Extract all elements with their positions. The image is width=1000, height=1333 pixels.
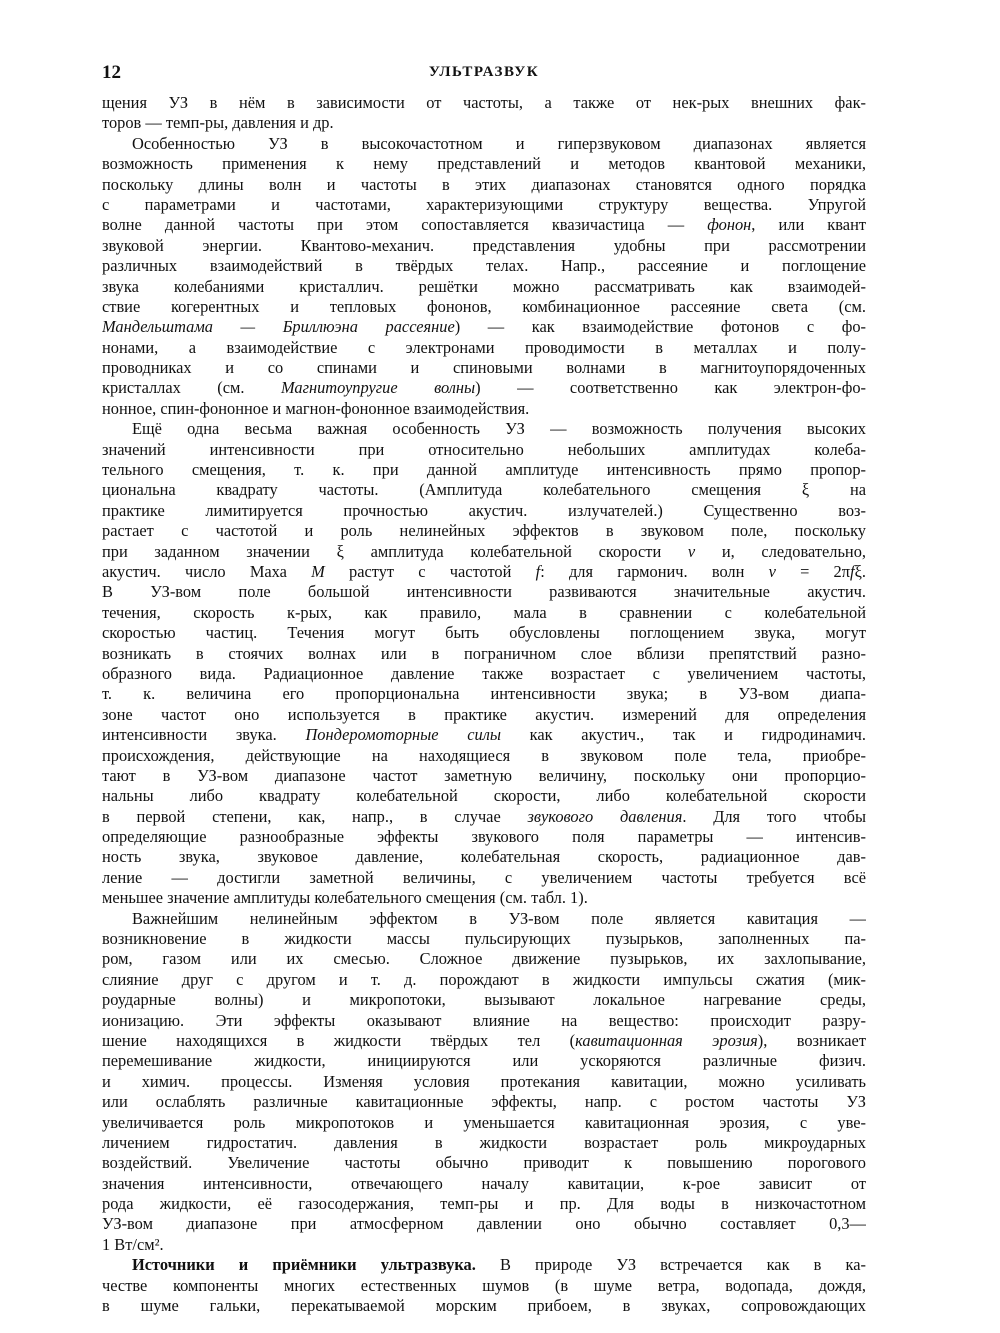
text-line bbox=[102, 746, 866, 766]
text-run: образного вида. Радиационное давление также возрастает с увеличением частоты, bbox=[102, 663, 866, 683]
text-line bbox=[102, 277, 866, 297]
page-number: 12 bbox=[102, 62, 121, 83]
text-line bbox=[102, 562, 866, 582]
text-run: возникновение в жидкости массы пульсирующих пузырьков, заполненных па- bbox=[102, 929, 866, 949]
italic-term: Магнитоупругие волны bbox=[280, 378, 476, 398]
text-line bbox=[102, 1133, 866, 1153]
text-line bbox=[102, 970, 866, 990]
text-run: торов — темп-ры, давления и др. bbox=[102, 113, 334, 133]
text-run: звуковой энергии. Квантово-механич. представления удобны при рассмотрении bbox=[102, 235, 866, 255]
text-line bbox=[102, 603, 866, 623]
text-line bbox=[102, 1235, 866, 1255]
text-line bbox=[102, 399, 866, 419]
italic-term: звукового давления bbox=[527, 806, 683, 826]
text-line bbox=[102, 1174, 866, 1194]
text-line bbox=[102, 1153, 866, 1173]
text-line bbox=[102, 1051, 866, 1071]
text-run: ξ. bbox=[854, 561, 866, 581]
text-line bbox=[102, 766, 866, 786]
text-run: циональна квадрату частоты. (Амплитуда колебательного смещения ξ на bbox=[102, 480, 866, 500]
text-run: акустич. число Маха bbox=[102, 561, 312, 581]
text-line bbox=[102, 949, 866, 969]
text-line bbox=[102, 175, 866, 195]
text-line bbox=[102, 827, 866, 847]
text-run: как акустич., так и гидродинамич. bbox=[500, 725, 866, 745]
text-run: меньшее значение амплитуды колебательного смещения (см. табл. 1). bbox=[102, 888, 588, 908]
text-line bbox=[102, 460, 866, 480]
text-run: увеличивается роль микропотоков и уменьшается кавитационная эрозия, с уве- bbox=[102, 1112, 866, 1132]
text-line bbox=[102, 236, 866, 256]
text-line bbox=[102, 786, 866, 806]
text-run: Ещё одна весьма важная особенность УЗ — возможность получения высоких bbox=[132, 419, 866, 439]
text-line bbox=[102, 1011, 866, 1031]
text-run: ление — достигли заметной величины, с увеличением частоты требуется всё bbox=[102, 867, 866, 887]
text-run: происхождения, действующие на находящиеся в звуковом поле тела, приобре- bbox=[102, 745, 866, 765]
text-line bbox=[102, 807, 866, 827]
text-line bbox=[102, 644, 866, 664]
italic-term: кавитационная эрозия bbox=[575, 1030, 758, 1050]
text-run: значения интенсивности, отвечающего началу кавитации, к-рое зависит от bbox=[102, 1173, 866, 1193]
text-run: возникать в стоячих волнах или в пограничном слое вблизи препятствий разно- bbox=[102, 643, 866, 663]
text-line bbox=[102, 521, 866, 541]
text-run: с параметрами и частотами, характеризующими структуру вещества. Упругой bbox=[102, 194, 866, 214]
text-run: при заданном значении ξ амплитуда колебательной скорости bbox=[102, 541, 688, 561]
text-run: В УЗ-вом поле большой интенсивности развиваются значительные акустич. bbox=[102, 582, 866, 602]
text-run: личением гидростатич. давления в жидкости возрастает роль микроударных bbox=[102, 1132, 866, 1152]
text-line bbox=[102, 338, 866, 358]
text-run: тают в УЗ-вом диапазоне частот заметную величину, поскольку они пропорцио- bbox=[102, 765, 866, 785]
text-run: честве компоненты многих естественных шумов (в шуме ветра, водопада, дождя, bbox=[102, 1275, 866, 1295]
text-run: щения УЗ в нём в зависимости от частоты, а также от нек-рых внешних фак- bbox=[102, 93, 866, 112]
text-run: и химич. процессы. Изменяя условия протекания кавитации, можно усиливать bbox=[102, 1071, 866, 1091]
text-line bbox=[102, 623, 866, 643]
text-line bbox=[102, 929, 866, 949]
text-line bbox=[102, 215, 866, 235]
text-line bbox=[102, 113, 866, 133]
text-run: ром, газом или их смесью. Сложное движение пузырьков, их захлопывание, bbox=[102, 949, 866, 969]
text-line bbox=[102, 1194, 866, 1214]
text-run: 1 Вт/см². bbox=[102, 1234, 164, 1254]
text-line bbox=[102, 705, 866, 725]
italic-term: v bbox=[687, 541, 696, 561]
text-run: течения, скорость к-рых, как правило, мала в сравнении с колебательной bbox=[102, 602, 866, 622]
article-body bbox=[102, 93, 866, 1316]
text-run: = 2π bbox=[775, 561, 851, 581]
running-title: УЛЬТРАЗВУК bbox=[428, 64, 540, 80]
text-run: волне данной частоты при этом сопоставляется квазичастица — bbox=[102, 215, 708, 235]
italic-term: фонон bbox=[707, 215, 752, 235]
text-run: растает с частотой и роль нелинейных эффектов в звуковом поле, поскольку bbox=[102, 521, 866, 541]
text-run: в шуме гальки, перекатываемой морским прибоем, в звуках, сопровождающих bbox=[102, 1296, 866, 1316]
text-run: ионизацию. Эти эффекты оказывают влияние на вещество: происходит разру- bbox=[102, 1010, 866, 1030]
text-line bbox=[102, 1092, 866, 1112]
text-run: ) — соответственно как электрон-фо- bbox=[475, 378, 866, 398]
text-run: УЗ-вом диапазоне при атмосферном давлении оно обычно составляет 0,3— bbox=[102, 1214, 866, 1234]
text-run: в первой степени, как, напр., в случае bbox=[102, 806, 528, 826]
text-run: , или квант bbox=[751, 215, 866, 235]
text-line bbox=[102, 358, 866, 378]
italic-term: M bbox=[311, 561, 325, 581]
text-line bbox=[102, 419, 866, 439]
text-run: ность звука, звуковое давление, колебательная скорость, радиационное дав- bbox=[102, 847, 866, 867]
text-line bbox=[102, 725, 866, 745]
text-line bbox=[102, 664, 866, 684]
text-run: ), возникает bbox=[757, 1030, 866, 1050]
text-line bbox=[102, 480, 866, 500]
text-line bbox=[102, 847, 866, 867]
text-line bbox=[102, 990, 866, 1010]
text-line bbox=[102, 1072, 866, 1092]
text-run: и, следовательно, bbox=[695, 541, 866, 561]
text-run: скоростью частиц. Течения могут быть обусловлены поглощением звука, могут bbox=[102, 623, 866, 643]
text-run: проводниках и со спинами и спиновыми волнами в магнитоупорядоченных bbox=[102, 358, 866, 378]
text-line bbox=[102, 154, 866, 174]
text-run: нонное, спин-фононное и магнон-фононное взаимодействия. bbox=[102, 398, 530, 418]
text-run: . Для того чтобы bbox=[682, 806, 866, 826]
text-line bbox=[102, 1255, 866, 1275]
italic-term: Мандельштама — Бриллюэна рассеяние bbox=[102, 317, 455, 337]
text-run: определяющие разнообразные эффекты звукового поля параметры — интенсив- bbox=[102, 827, 866, 847]
text-run: : для гармонич. волн bbox=[540, 561, 769, 581]
italic-term: f bbox=[535, 561, 541, 581]
text-run: слияние друг с другом и т. д. порождают в жидкости импульсы сжатия (мик- bbox=[102, 969, 866, 989]
text-run: рода жидкости, её газосодержания, темп-ры и пр. Для воды в низкочастотном bbox=[102, 1194, 866, 1214]
text-run: растут с частотой bbox=[324, 561, 536, 581]
text-line bbox=[102, 582, 866, 602]
text-run: т. к. величина его пропорциональна интенсивности звука; в УЗ-вом диапа- bbox=[102, 684, 866, 704]
text-line bbox=[102, 378, 866, 398]
text-run: нальны либо квадрату колебательной скорости, либо колебательной скорости bbox=[102, 786, 866, 806]
text-run: роударные волны) и микропотоки, вызывают локальное нагревание среды, bbox=[102, 990, 866, 1010]
text-line bbox=[102, 1214, 866, 1234]
section-heading: Источники и приёмники ультразвука. bbox=[132, 1255, 476, 1275]
text-run: возможность применения к нему представлений и методов квантовой механики, bbox=[102, 154, 866, 174]
italic-term: v bbox=[768, 561, 776, 581]
text-line bbox=[102, 195, 866, 215]
text-run: ) — как взаимодействие фотонов с фо- bbox=[454, 317, 866, 337]
text-run: поскольку длины волн и частоты в этих диапазонах становятся одного порядка bbox=[102, 174, 866, 194]
text-line bbox=[102, 317, 866, 337]
text-line bbox=[102, 297, 866, 317]
text-run: кристаллах (см. bbox=[102, 378, 281, 398]
text-run: значений интенсивности при относительно небольших амплитудах колеба- bbox=[102, 439, 866, 459]
text-line bbox=[102, 1296, 866, 1316]
text-run: или ослаблять различные кавитационные эффекты, напр. с ростом частоты УЗ bbox=[102, 1092, 866, 1112]
text-line bbox=[102, 440, 866, 460]
text-line bbox=[102, 1113, 866, 1133]
text-line bbox=[102, 256, 866, 276]
text-run: В природе УЗ встречается как в ка- bbox=[475, 1255, 866, 1275]
page-header bbox=[102, 62, 866, 90]
text-run: шение находящихся в жидкости твёрдых тел ( bbox=[102, 1030, 576, 1050]
italic-term: f bbox=[850, 561, 855, 581]
text-run: Особенностью УЗ в высокочастотном и гиперзвуковом диапазонах является bbox=[132, 133, 866, 153]
text-run: перемешивание жидкости, инициируются или ускоряются различные физич. bbox=[102, 1051, 866, 1071]
italic-term: Пондеромоторные силы bbox=[305, 725, 501, 745]
text-run: интенсивности звука. bbox=[102, 725, 306, 745]
text-line bbox=[102, 684, 866, 704]
text-run: различных взаимодействий в твёрдых телах. Напр., рассеяние и поглощение bbox=[102, 256, 866, 276]
text-line bbox=[102, 909, 866, 929]
text-line bbox=[102, 542, 866, 562]
text-run: воздействий. Увеличение частоты обычно приводит к повышению порогового bbox=[102, 1153, 866, 1173]
text-line bbox=[102, 868, 866, 888]
text-line bbox=[102, 134, 866, 154]
text-run: практике лимитируется прочностью акустич. излучателей.) Существенно воз- bbox=[102, 500, 866, 520]
text-line bbox=[102, 1276, 866, 1296]
text-line bbox=[102, 501, 866, 521]
text-run: звука колебаниями кристаллич. решётки можно рассматривать как взаимодей- bbox=[102, 276, 866, 296]
text-line bbox=[102, 1031, 866, 1051]
text-run: нонами, а взаимодействие с электронами проводимости в металлах и полу- bbox=[102, 337, 866, 357]
text-line bbox=[102, 888, 866, 908]
text-run: тельного смещения, т. к. при данной амплитуде интенсивность прямо пропор- bbox=[102, 460, 866, 480]
text-run: зоне частот оно используется в практике акустич. измерений для определения bbox=[102, 704, 866, 724]
text-run: Важнейшим нелинейным эффектом в УЗ-вом поле является кавитация — bbox=[132, 908, 866, 928]
text-line bbox=[102, 93, 866, 113]
text-run: ствие когерентных и тепловых фононов, комбинационное рассеяние света (см. bbox=[102, 296, 866, 316]
